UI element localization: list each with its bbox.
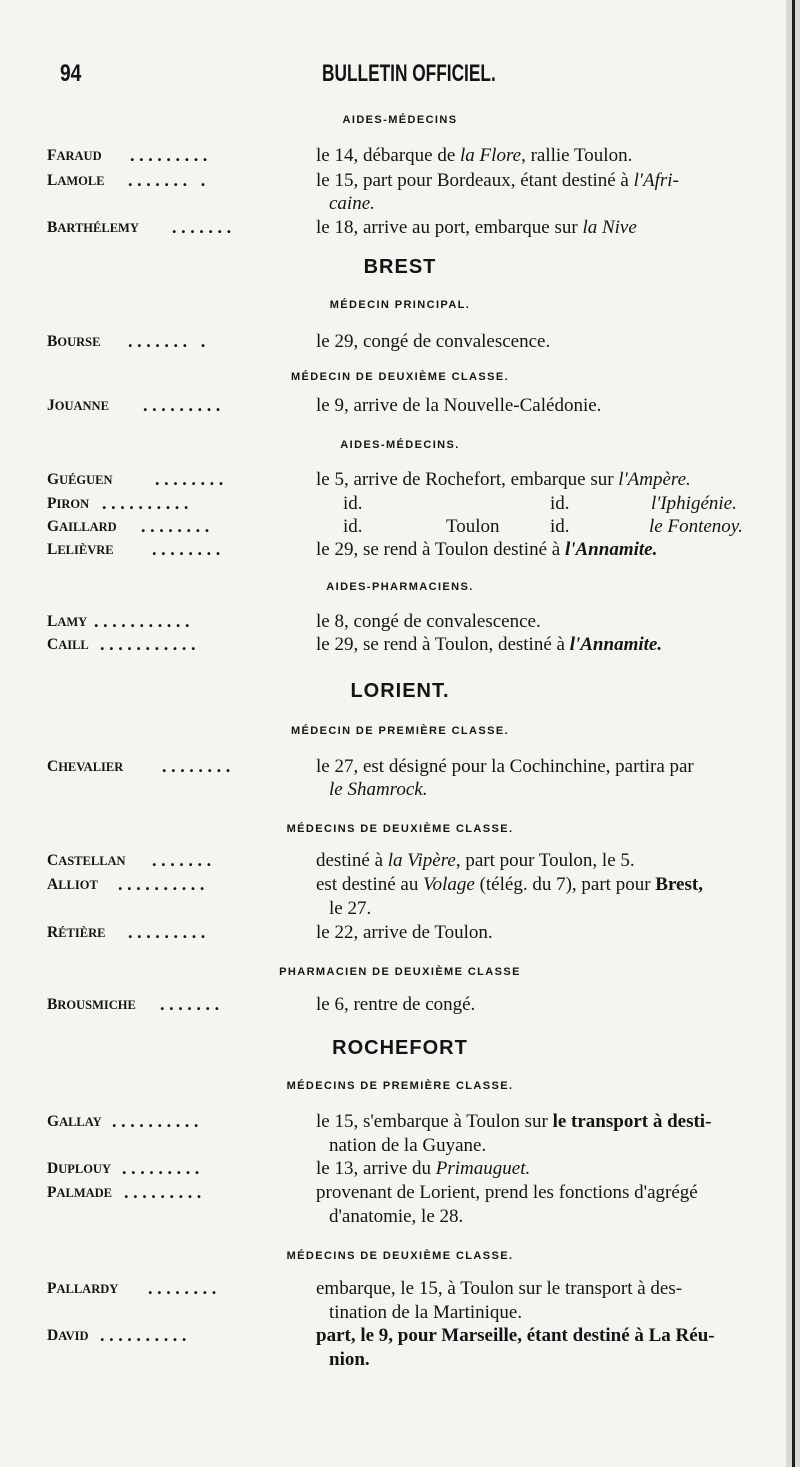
entry-name: JOUANNE	[47, 397, 109, 414]
leader-dots: ..........	[118, 874, 209, 894]
entry-text-continued: le 27.	[329, 898, 372, 919]
entry-name: PALMADE	[47, 1184, 113, 1201]
leader-dots: ....... .	[128, 170, 210, 190]
entry-text: le 22, arrive de Toulon.	[316, 922, 493, 943]
entry-text-continued: d'anatomie, le 28.	[329, 1206, 464, 1227]
entry-text: le 14, débarque de la Flore, rallie Toulon.	[316, 145, 633, 166]
section-heading: MÉDECIN DE DEUXIÈME CLASSE.	[290, 371, 510, 383]
entry-name: PIRON	[47, 495, 90, 512]
leader-dots: ........	[155, 469, 228, 489]
section-heading: MÉDECIN PRINCIPAL.	[329, 299, 471, 311]
entry-text-continued: nation de la Guyane.	[329, 1135, 487, 1156]
entry-name: BARTHÉLEMY	[47, 219, 139, 236]
entry-text: destiné à la Vipère, part pour Toulon, le 5.	[316, 850, 635, 871]
entry-text: le 29, se rend à Toulon destiné à l'Annamite.	[316, 539, 658, 560]
section-heading: PHARMACIEN DE DEUXIÈME CLASSE	[279, 966, 521, 978]
entry-name: BROUSMICHE	[47, 996, 136, 1013]
entry-text: le 15, part pour Bordeaux, étant destiné à l'Afri-	[316, 170, 679, 191]
entry-text-continued: le Shamrock.	[329, 779, 428, 800]
leader-dots: .........	[130, 145, 212, 165]
leader-dots: ..........	[100, 1325, 191, 1345]
entry-name: CHEVALIER	[47, 758, 124, 775]
entry-name: GAILLARD	[47, 518, 117, 535]
page-number: 94	[60, 60, 82, 87]
leader-dots: ........	[141, 516, 214, 536]
entry-text: le 6, rentre de congé.	[316, 994, 476, 1015]
leader-dots: .........	[122, 1158, 204, 1178]
entry-text: provenant de Lorient, prend les fonctions d'agrégé	[316, 1182, 698, 1203]
entry-port: Toulon	[446, 516, 500, 537]
entry-text: le 9, arrive de la Nouvelle-Calédonie.	[316, 395, 602, 416]
entry-text: le 15, s'embarque à Toulon sur le transport à desti-	[316, 1111, 712, 1132]
entry-name: LAMOLE	[47, 172, 105, 189]
leader-dots: ....... .	[128, 331, 210, 351]
entry-text: le 27, est désigné pour la Cochinchine, partira par	[316, 756, 694, 777]
leader-dots: ...........	[94, 611, 195, 631]
leader-dots: .......	[152, 850, 216, 870]
entry-text-continued: tination de la Martinique.	[329, 1302, 523, 1323]
leader-dots: ........	[148, 1278, 221, 1298]
section-heading: AIDES-MÉDECINS	[342, 114, 458, 126]
entry-text-continued: caine.	[329, 193, 375, 214]
entry-ship: le Fontenoy.	[649, 516, 743, 537]
city-heading: BREST	[363, 256, 437, 278]
entry-text: le 18, arrive au port, embarque sur la Nive	[316, 217, 637, 238]
leader-dots: .........	[124, 1182, 206, 1202]
entry-name: FARAUD	[47, 147, 102, 164]
entry-name: DAVID	[47, 1327, 89, 1344]
entry-name: GUÉGUEN	[47, 471, 113, 488]
entry-text: le 5, arrive de Rochefort, embarque sur l'Ampère.	[316, 469, 691, 490]
leader-dots: ...........	[100, 634, 201, 654]
ditto-mark: id.	[343, 493, 363, 514]
leader-dots: ..........	[112, 1111, 203, 1131]
section-heading: MÉDECINS DE DEUXIÈME CLASSE.	[286, 823, 514, 835]
entry-text: part, le 9, pour Marseille, étant destiné à La Réu-	[316, 1325, 715, 1346]
entry-text: le 13, arrive du Primauguet.	[316, 1158, 531, 1179]
entry-name: RÉTIÈRE	[47, 924, 106, 941]
running-title: BULLETIN OFFICIEL.	[322, 60, 496, 87]
ditto-mark: id.	[343, 516, 363, 537]
section-heading: MÉDECINS DE DEUXIÈME CLASSE.	[286, 1250, 514, 1262]
section-heading: AIDES-PHARMACIENS.	[326, 581, 474, 593]
entry-text: le 29, se rend à Toulon, destiné à l'Annamite.	[316, 634, 663, 655]
entry-text-continued: nion.	[329, 1349, 370, 1370]
entry-name: ALLIOT	[47, 876, 98, 893]
entry-text: embarque, le 15, à Toulon sur le transport à des-	[316, 1278, 683, 1299]
ditto-mark: id.	[550, 516, 570, 537]
leader-dots: ........	[162, 756, 235, 776]
entry-name: GALLAY	[47, 1113, 102, 1130]
section-heading: MÉDECINS DE PREMIÈRE CLASSE.	[286, 1080, 514, 1092]
entry-name: PALLARDY	[47, 1280, 119, 1297]
entry-ship: l'Iphigénie.	[651, 493, 737, 514]
entry-name: LELIÈVRE	[47, 541, 114, 558]
entry-name: CASTELLAN	[47, 852, 126, 869]
section-heading: MÉDECIN DE PREMIÈRE CLASSE.	[290, 725, 510, 737]
entry-name: DUPLOUY	[47, 1160, 111, 1177]
entry-name: CAILL	[47, 636, 89, 653]
section-heading: AIDES-MÉDECINS.	[340, 439, 460, 451]
leader-dots: ........	[152, 539, 225, 559]
leader-dots: .........	[143, 395, 225, 415]
leader-dots: .......	[172, 217, 236, 237]
city-heading: LORIENT.	[350, 680, 450, 702]
city-heading: ROCHEFORT	[332, 1037, 468, 1059]
leader-dots: .......	[160, 994, 224, 1014]
entry-name: BOURSE	[47, 333, 101, 350]
entry-text: le 29, congé de convalescence.	[316, 331, 551, 352]
leader-dots: .........	[128, 922, 210, 942]
ditto-mark: id.	[550, 493, 570, 514]
entry-text: le 8, congé de convalescence.	[316, 611, 541, 632]
leader-dots: ..........	[102, 493, 193, 513]
entry-text: est destiné au Volage (télég. du 7), part pour Brest,	[316, 874, 703, 895]
entry-name: LAMY	[47, 613, 88, 630]
